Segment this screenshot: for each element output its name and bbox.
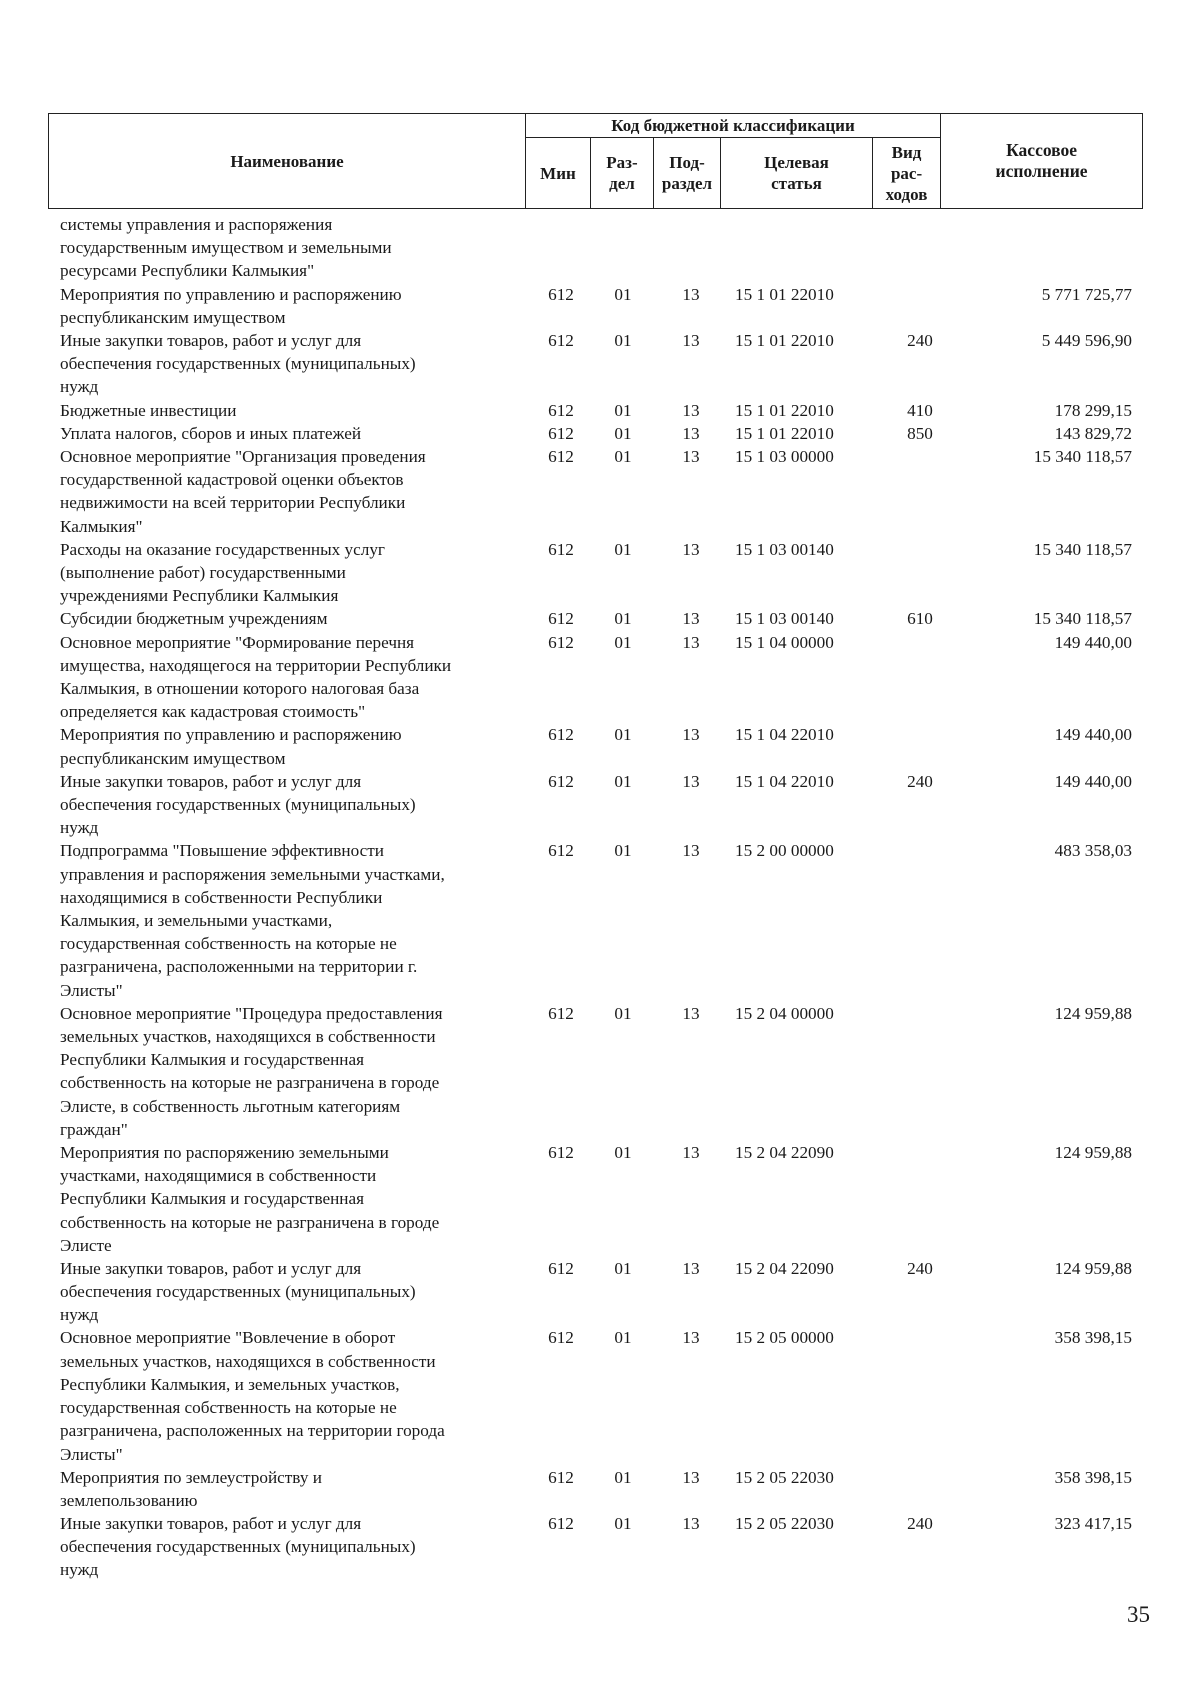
row-cel: 15 1 01 22010 bbox=[735, 400, 834, 420]
row-min: 612 bbox=[548, 446, 574, 466]
row-razdel: 01 bbox=[614, 1258, 632, 1278]
row-min: 612 bbox=[548, 423, 574, 443]
row-cel: 15 2 05 22030 bbox=[735, 1514, 834, 1534]
header-name: Наименование bbox=[49, 114, 526, 209]
header-min: Мин bbox=[526, 138, 591, 209]
header-razdel: Раз- дел bbox=[591, 138, 654, 209]
table-header bbox=[48, 113, 1143, 209]
row-podrazdel: 13 bbox=[682, 539, 700, 559]
row-razdel: 01 bbox=[614, 841, 632, 861]
row-razdel: 01 bbox=[614, 1142, 632, 1162]
row-cel: 15 2 04 00000 bbox=[735, 1003, 834, 1023]
row-name: Иные закупки товаров, работ и услуг для обеспечения государственных (муниципальных) нужд bbox=[60, 771, 416, 838]
row-podrazdel: 13 bbox=[682, 284, 700, 304]
row-name: Основное мероприятие "Процедура предоставления земельных участков, находящихся в собственности Республики Калмыкия и государственная собственность на которые не разграничена в городе Элисте, в собственность льготным категориям граждан" bbox=[60, 1003, 443, 1139]
row-podrazdel: 13 bbox=[682, 1467, 700, 1487]
row-min: 612 bbox=[548, 1328, 574, 1348]
row-razdel: 01 bbox=[614, 771, 632, 791]
table-row bbox=[0, 283, 1200, 329]
table-row bbox=[0, 839, 1200, 1001]
row-vid: 240 bbox=[907, 330, 933, 350]
row-sum: 15 340 118,57 bbox=[1033, 446, 1132, 466]
row-name: Уплата налогов, сборов и иных платежей bbox=[60, 423, 362, 443]
row-min: 612 bbox=[548, 632, 574, 652]
row-podrazdel: 13 bbox=[682, 330, 700, 350]
row-razdel: 01 bbox=[614, 330, 632, 350]
row-name: Подпрограмма "Повышение эффективности управления и распоряжения земельными участками, находящимися в собственности Республики Калмыкия, и земельными участками, государственная собственность на которые не разграничена, расположенными на территории г. Элисты" bbox=[60, 841, 445, 1000]
row-razdel: 01 bbox=[614, 423, 632, 443]
row-min: 612 bbox=[548, 841, 574, 861]
page-number: 35 bbox=[1127, 1602, 1150, 1627]
row-name: Иные закупки товаров, работ и услуг для обеспечения государственных (муниципальных) нужд bbox=[60, 330, 416, 397]
row-sum: 124 959,88 bbox=[1054, 1003, 1132, 1023]
row-sum: 124 959,88 bbox=[1054, 1258, 1132, 1278]
row-podrazdel: 13 bbox=[682, 632, 700, 652]
row-min: 612 bbox=[548, 1514, 574, 1534]
row-vid: 610 bbox=[907, 609, 933, 629]
row-podrazdel: 13 bbox=[682, 771, 700, 791]
table-row bbox=[0, 1466, 1200, 1512]
row-min: 612 bbox=[548, 1142, 574, 1162]
row-cel: 15 1 03 00000 bbox=[735, 446, 834, 466]
row-sum: 323 417,15 bbox=[1054, 1514, 1132, 1534]
row-min: 612 bbox=[548, 609, 574, 629]
row-name: системы управления и распоряжения государственным имуществом и земельными ресурсами Республики Калмыкия" bbox=[60, 215, 392, 281]
row-vid: 850 bbox=[907, 423, 933, 443]
row-podrazdel: 13 bbox=[682, 446, 700, 466]
row-sum: 178 299,15 bbox=[1054, 400, 1132, 420]
row-name: Мероприятия по землеустройству и землепользованию bbox=[60, 1467, 322, 1510]
row-sum: 358 398,15 bbox=[1054, 1328, 1132, 1348]
row-sum: 149 440,00 bbox=[1054, 632, 1132, 652]
row-sum: 149 440,00 bbox=[1054, 725, 1132, 745]
row-podrazdel: 13 bbox=[682, 1258, 700, 1278]
row-sum: 149 440,00 bbox=[1054, 771, 1132, 791]
row-sum: 5 771 725,77 bbox=[1041, 284, 1132, 304]
table-row bbox=[0, 422, 1200, 445]
row-cel: 15 1 03 00140 bbox=[735, 609, 834, 629]
row-min: 612 bbox=[548, 1003, 574, 1023]
row-cel: 15 1 04 22010 bbox=[735, 771, 834, 791]
table-row bbox=[0, 538, 1200, 608]
table-row bbox=[0, 1002, 1200, 1141]
row-podrazdel: 13 bbox=[682, 725, 700, 745]
header-budget-code-group: Код бюджетной классификации bbox=[526, 114, 941, 138]
row-razdel: 01 bbox=[614, 632, 632, 652]
row-razdel: 01 bbox=[614, 539, 632, 559]
table-row bbox=[0, 1141, 1200, 1257]
row-name: Расходы на оказание государственных услуг (выполнение работ) государственными учреждениями Республики Калмыкия bbox=[60, 539, 385, 606]
row-name: Субсидии бюджетным учреждениям bbox=[60, 609, 328, 629]
row-razdel: 01 bbox=[614, 1003, 632, 1023]
row-name: Основное мероприятие "Формирование перечня имущества, находящегося на территории Республики Калмыкия, в отношении которого налоговая база определяется как кадастровая стоимость" bbox=[60, 632, 452, 722]
row-podrazdel: 13 bbox=[682, 423, 700, 443]
table-body bbox=[0, 213, 1200, 1582]
table-row bbox=[0, 445, 1200, 538]
row-name: Иные закупки товаров, работ и услуг для обеспечения государственных (муниципальных) нужд bbox=[60, 1514, 416, 1580]
row-podrazdel: 13 bbox=[682, 841, 700, 861]
row-podrazdel: 13 bbox=[682, 400, 700, 420]
row-name: Мероприятия по управлению и распоряжению республиканским имуществом bbox=[60, 284, 402, 327]
table-row bbox=[0, 631, 1200, 724]
row-razdel: 01 bbox=[614, 284, 632, 304]
row-vid: 410 bbox=[907, 400, 933, 420]
row-razdel: 01 bbox=[614, 1514, 632, 1534]
row-min: 612 bbox=[548, 725, 574, 745]
row-razdel: 01 bbox=[614, 446, 632, 466]
table-row bbox=[0, 607, 1200, 630]
row-razdel: 01 bbox=[614, 725, 632, 745]
header-kassovoe: Кассовое исполнение bbox=[941, 114, 1143, 209]
header-podrazdel: Под- раздел bbox=[654, 138, 721, 209]
row-cel: 15 2 00 00000 bbox=[735, 841, 834, 861]
table-row bbox=[0, 770, 1200, 840]
row-podrazdel: 13 bbox=[682, 1514, 700, 1534]
row-name: Бюджетные инвестиции bbox=[60, 400, 237, 420]
row-vid: 240 bbox=[907, 1258, 933, 1278]
row-podrazdel: 13 bbox=[682, 1142, 700, 1162]
table-row bbox=[0, 1257, 1200, 1327]
row-razdel: 01 bbox=[614, 400, 632, 420]
row-sum: 15 340 118,57 bbox=[1033, 539, 1132, 559]
row-min: 612 bbox=[548, 1467, 574, 1487]
row-min: 612 bbox=[548, 771, 574, 791]
row-sum: 15 340 118,57 bbox=[1033, 609, 1132, 629]
row-cel: 15 2 04 22090 bbox=[735, 1142, 834, 1162]
row-razdel: 01 bbox=[614, 1328, 632, 1348]
row-min: 612 bbox=[548, 330, 574, 350]
row-cel: 15 1 01 22010 bbox=[735, 284, 834, 304]
row-cel: 15 1 04 22010 bbox=[735, 725, 834, 745]
row-name: Основное мероприятие "Организация проведения государственной кадастровой оценки объектов недвижимости на всей территории Республики Калмыкия" bbox=[60, 446, 426, 536]
row-cel: 15 1 04 00000 bbox=[735, 632, 834, 652]
row-sum: 483 358,03 bbox=[1054, 841, 1132, 861]
table-row bbox=[0, 399, 1200, 422]
row-razdel: 01 bbox=[614, 1467, 632, 1487]
row-sum: 358 398,15 bbox=[1054, 1467, 1132, 1487]
row-name: Мероприятия по управлению и распоряжению республиканским имуществом bbox=[60, 725, 402, 768]
row-cel: 15 2 04 22090 bbox=[735, 1258, 834, 1278]
row-cel: 15 2 05 22030 bbox=[735, 1467, 834, 1487]
row-sum: 5 449 596,90 bbox=[1041, 330, 1132, 350]
header-celevaya: Целевая статья bbox=[721, 138, 873, 209]
row-min: 612 bbox=[548, 1258, 574, 1278]
row-cel: 15 1 01 22010 bbox=[735, 330, 834, 350]
row-podrazdel: 13 bbox=[682, 1003, 700, 1023]
table-row bbox=[0, 1326, 1200, 1465]
row-vid: 240 bbox=[907, 1514, 933, 1534]
row-min: 612 bbox=[548, 284, 574, 304]
row-name: Иные закупки товаров, работ и услуг для обеспечения государственных (муниципальных) нужд bbox=[60, 1258, 416, 1325]
table-row bbox=[0, 329, 1200, 399]
row-vid: 240 bbox=[907, 771, 933, 791]
row-cel: 15 1 03 00140 bbox=[735, 539, 834, 559]
table-row bbox=[0, 213, 1200, 283]
header-vid: Вид рас- ходов bbox=[873, 138, 941, 209]
row-name: Мероприятия по распоряжению земельными участками, находящимися в собственности Республики Калмыкия и государственная собственность на которые не разграничена в городе Элисте bbox=[60, 1142, 440, 1255]
row-podrazdel: 13 bbox=[682, 609, 700, 629]
row-cel: 15 1 01 22010 bbox=[735, 423, 834, 443]
row-podrazdel: 13 bbox=[682, 1328, 700, 1348]
row-name: Основное мероприятие "Вовлечение в оборот земельных участков, находящихся в собственности Республики Калмыкия, и земельных участков, государственная собственность на которые не разграничена, расположенных на территории города Элисты" bbox=[60, 1328, 445, 1464]
row-sum: 124 959,88 bbox=[1054, 1142, 1132, 1162]
row-min: 612 bbox=[548, 539, 574, 559]
table-row bbox=[0, 723, 1200, 769]
row-razdel: 01 bbox=[614, 609, 632, 629]
row-min: 612 bbox=[548, 400, 574, 420]
row-cel: 15 2 05 00000 bbox=[735, 1328, 834, 1348]
row-sum: 143 829,72 bbox=[1054, 423, 1132, 443]
table-row bbox=[0, 1512, 1200, 1582]
